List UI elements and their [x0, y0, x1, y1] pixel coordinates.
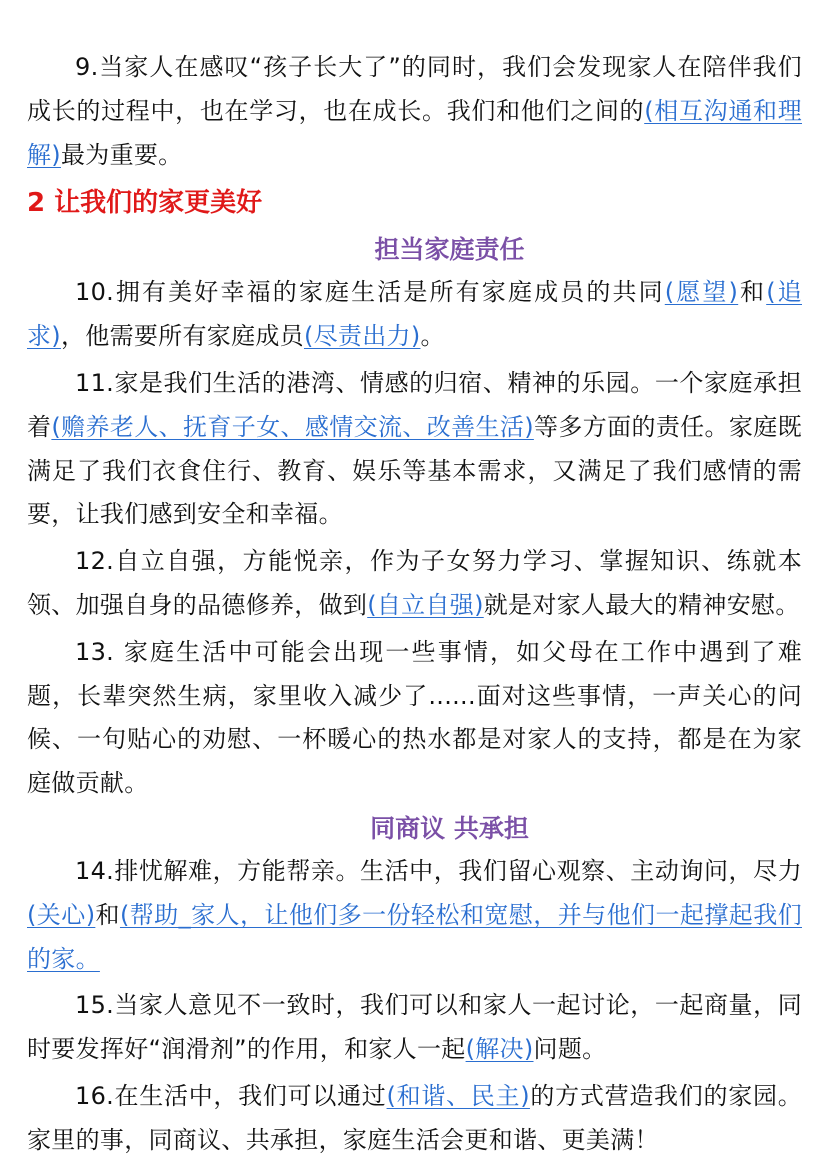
answer-blank: (自立自强) [367, 590, 484, 619]
answer-blank: (关心) [27, 900, 96, 929]
paragraph-text: 等多方面的责任。家庭既满足了我们衣食住行、教育、娱乐等基本需求，又满足了我们感情的需要，让我们感到安全和幸福。 [27, 412, 802, 529]
paragraph-text: 和 [95, 900, 120, 929]
paragraph-text: 最为重要。 [60, 140, 183, 169]
paragraph-14 [27, 850, 802, 981]
answer-blank: (解决) [465, 1035, 534, 1064]
paragraph-12 [27, 540, 802, 628]
answer-blank: (和谐、民主) [386, 1081, 530, 1110]
answer-blank: (愿望) [664, 278, 739, 307]
answer-blank: (追求) [27, 278, 802, 351]
paragraph-text: 9.当家人在感叹“孩子长大了”的同时，我们会发现家人在陪伴我们成长的过程中，也在学习，也在成长。我们和他们之间的 [27, 53, 802, 125]
paragraph-13 [27, 631, 802, 806]
subheading-family-responsibility: 担当家庭责任 [374, 235, 525, 265]
document-page [27, 46, 802, 1166]
answer-blank: (尽责出力) [303, 322, 421, 351]
paragraph-text: 16.在生活中，我们可以通过 [75, 1081, 387, 1110]
section-title: 2 让我们的家更美好 [27, 188, 263, 219]
answer-blank: (赡养老人、抚育子女、感情交流、改善生活) [51, 412, 534, 441]
paragraph-text: 问题。 [533, 1035, 607, 1064]
paragraph-10 [27, 271, 802, 359]
paragraph-text: 11.家是我们生活的港湾、情感的归宿、精神的乐园。一个家庭承担着 [27, 368, 802, 441]
paragraph-text: 和 [738, 278, 767, 307]
paragraph-text: 就是对家人最大的精神安慰。 [483, 590, 800, 619]
paragraph-text: 14.排忧解难，方能帮亲。生活中，我们留心观察、主动询问，尽力 [75, 856, 802, 885]
paragraph-11 [27, 362, 802, 537]
answer-blank: (帮助_家人，让他们多一份轻松和宽慰，并与他们一起撑起我们的家。 [27, 900, 802, 973]
paragraph-text: 的方式营造我们的家园。家里的事，同商议、共承担，家庭生活会更和谐、更美满！ [27, 1081, 803, 1154]
paragraph-9 [27, 46, 802, 177]
paragraph-text: 15.当家人意见不一致时，我们可以和家人一起讨论，一起商量，同时要发挥好“润滑剂”的作用，和家人一起 [27, 991, 802, 1064]
paragraph-text: ，他需要所有家庭成员 [60, 322, 304, 351]
paragraph-text: 13. 家庭生活中可能会出现一些事情，如父母在工作中遇到了难题，长辈突然生病，家里收入减少了......面对这些事情，一声关心的问候、一句贴心的劝慰、一杯暖心的热水都是对家人的支持，都是在为家庭做贡献。 [27, 637, 802, 798]
paragraph-text: 10.拥有美好幸福的家庭生活是所有家庭成员的共同 [75, 278, 665, 307]
paragraph-text: 。 [420, 322, 445, 351]
answer-blank: (相互沟通和理解) [27, 96, 802, 169]
subheading-discuss-together: 同商议 共承担 [370, 813, 529, 843]
paragraph-text: 12.自立自强，方能悦亲，作为子女努力学习、掌握知识、练就本领、加强自身的品德修养，做到 [27, 547, 802, 619]
paragraph-16 [27, 1075, 802, 1163]
paragraph-15 [27, 984, 802, 1072]
